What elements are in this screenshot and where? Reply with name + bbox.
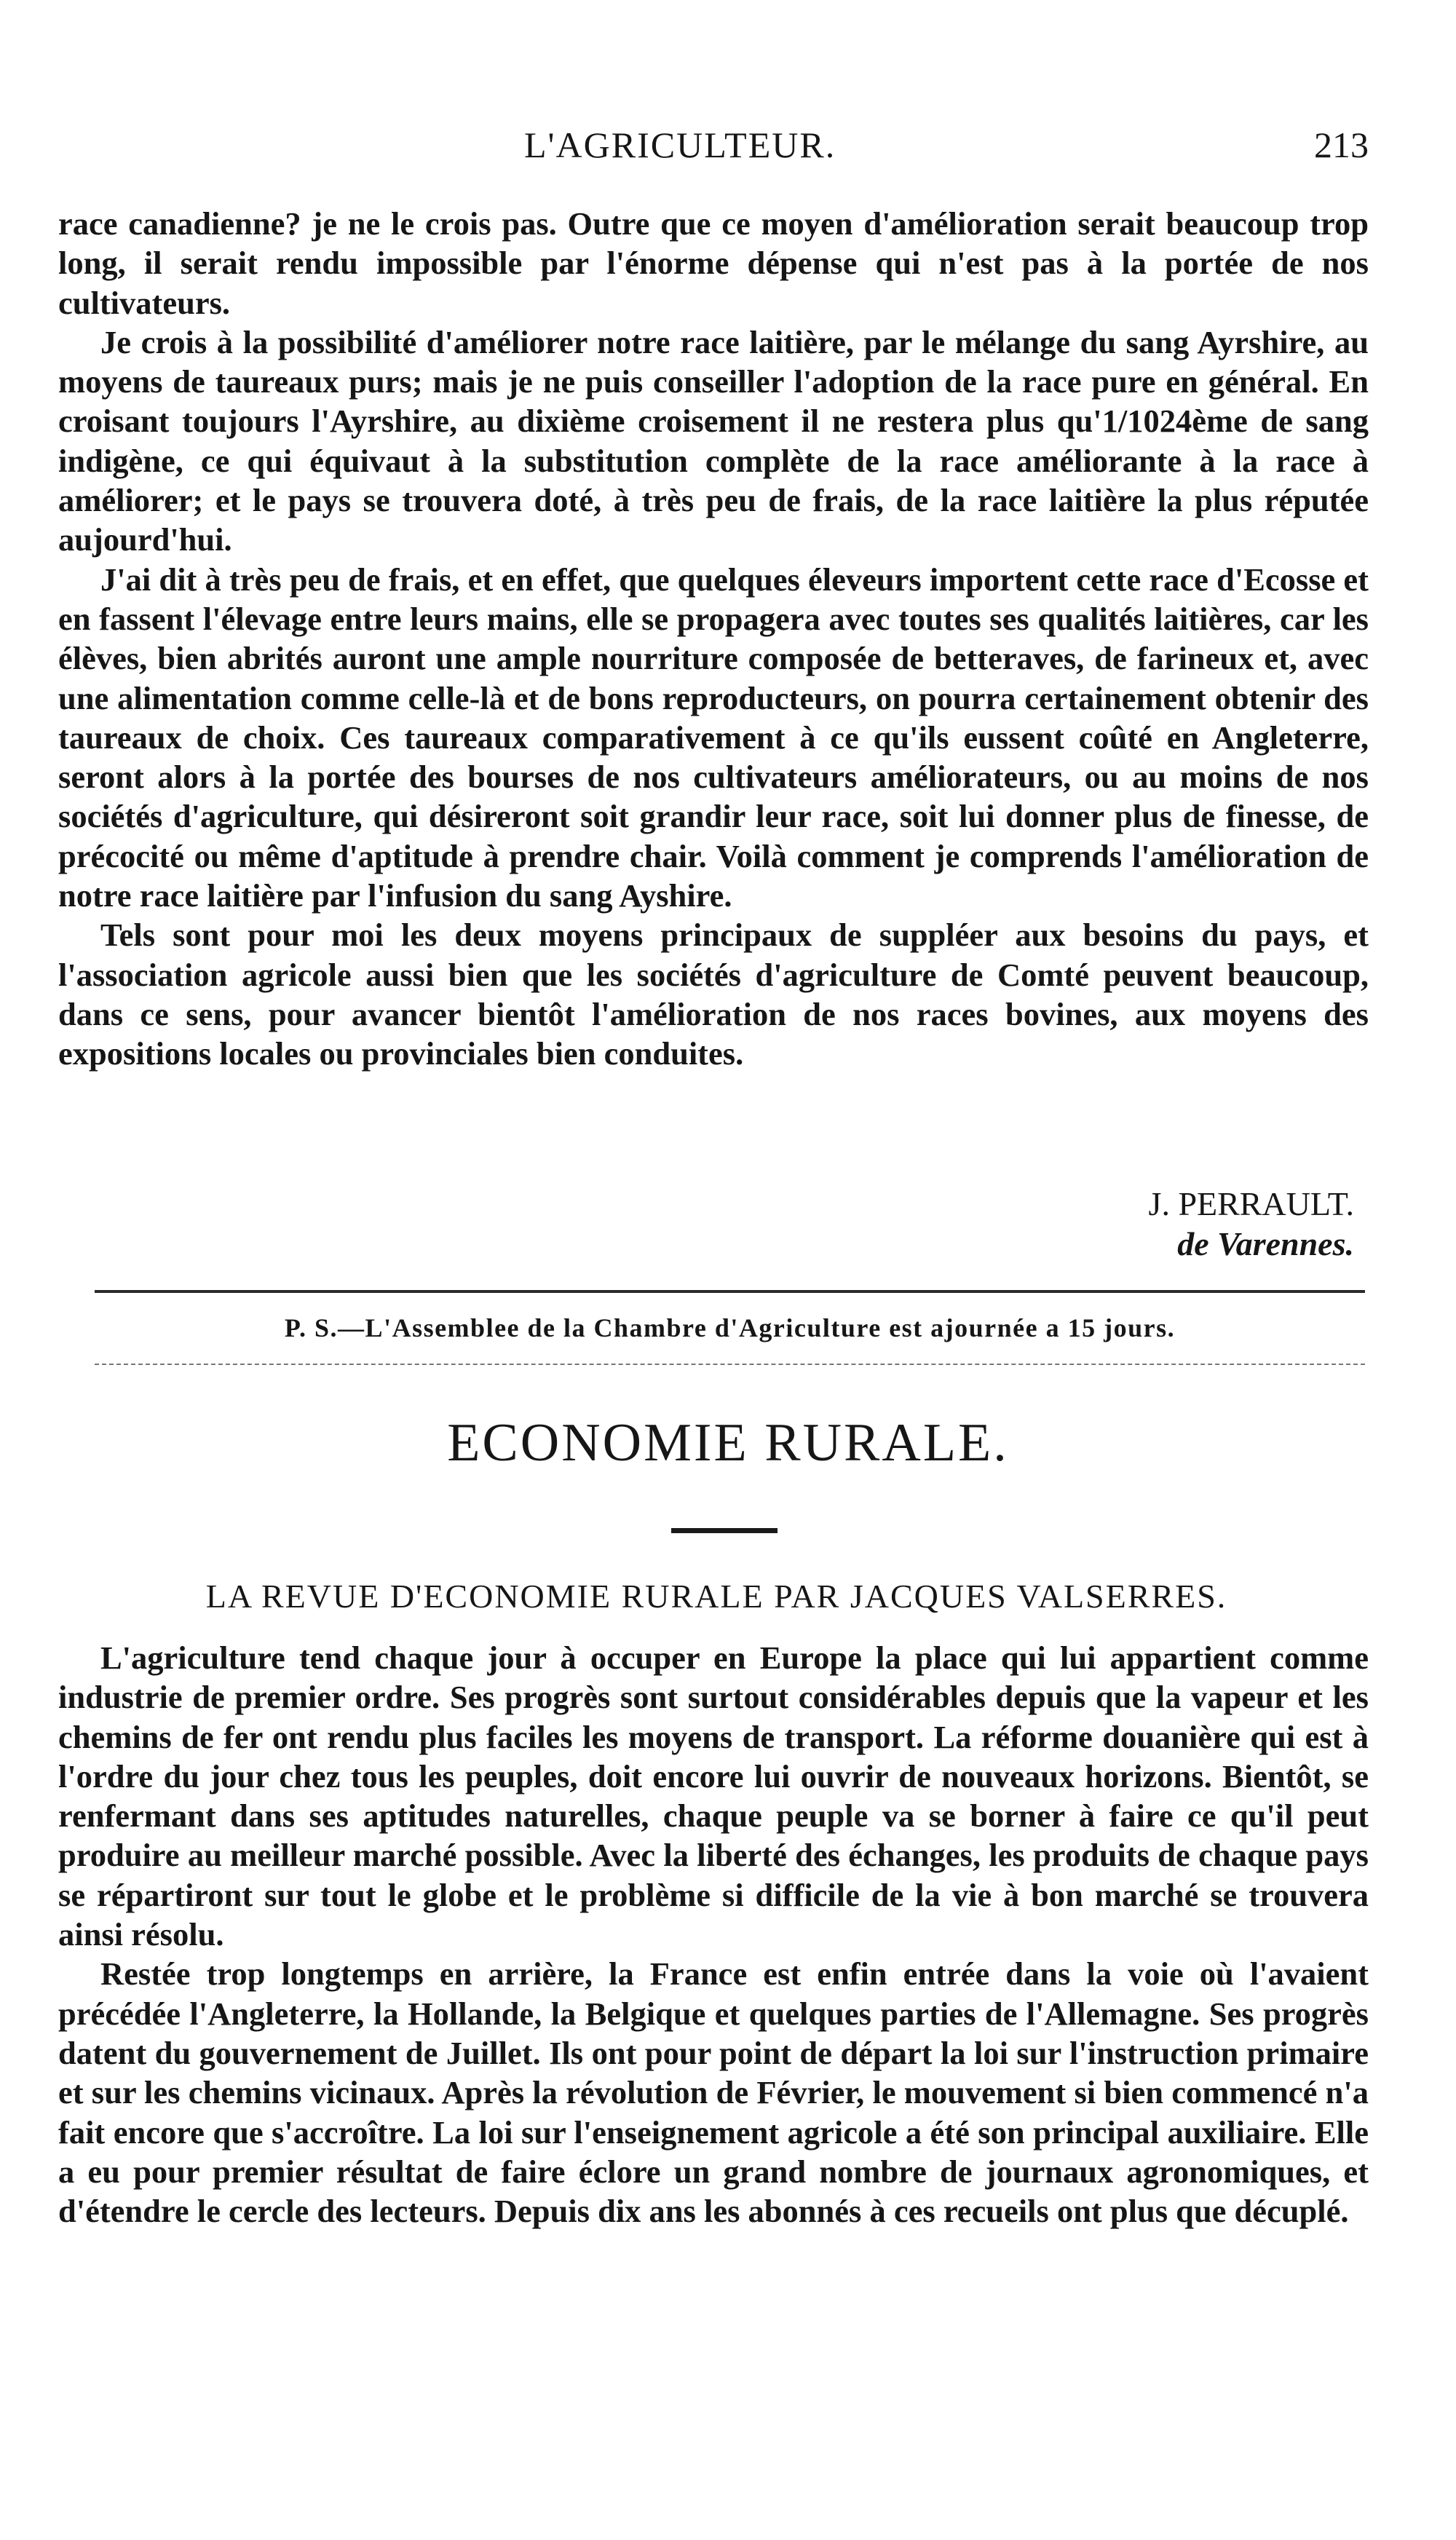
page-number: 213 <box>1314 124 1369 165</box>
section-heading: ECONOMIE RURALE. <box>447 1413 1009 1473</box>
signature-name: J. PERRAULT. <box>1148 1185 1354 1222</box>
article-paragraph-2: Restée trop longtemps en arrière, la France est enfin entrée dans la voie où l'avaient précédée l'Angleterre, la Hollande, la Belgique et quelques parties de l'Allemagne. Ses progrès datent du gouvernement de Juillet. Ils ont pour point de départ la loi sur l'instruction primaire et sur les chemins vicinaux. Après la révolution de Février, le mouvement si bien commencé n'a fait encore que s'accroître. La loi sur l'enseignement agricole a été son principal auxiliaire. Elle a eu pour premier résultat de faire éclore un grand nombre de journaux agronomiques, et d'étendre le cercle des lecteurs. Depuis dix ans les abonnés à ces recueils ont plus que décuplé. <box>58 1955 1369 2230</box>
letter-body <box>58 204 1369 1074</box>
running-head <box>524 124 1369 175</box>
heading-divider <box>671 1528 778 1533</box>
article-body <box>58 1638 1369 2231</box>
article-title: LA REVUE D'ECONOMIE RURALE PAR JACQUES VALSERRES. <box>205 1578 1227 1615</box>
signature-place: de Varennes. <box>1177 1225 1354 1262</box>
article-paragraph-1: L'agriculture tend chaque jour à occuper en Europe la place qui lui appartient comme industrie de premier ordre. Ses progrès sont surtout considérables depuis que la vapeur et les chemins de fer ont rendu plus faciles les moyens de transport. La réforme douanière qui est à l'ordre du jour chez tous les peuples, doit encore lui ouvrir de nouveaux horizons. Bientôt, se renfermant dans ses aptitudes naturelles, chaque peuple va se borner à faire ce qu'il peut produire au meilleur marché possible. Avec la liberté des échanges, les produits de chaque pays se répartiront sur tout le globe et le problème si difficile de la vie à bon marché se trouvera ainsi résolu. <box>58 1639 1369 1953</box>
notice-bottom-rule <box>95 1364 1365 1365</box>
letter-paragraph-2: Je crois à la possibilité d'améliorer notre race laitière, par le mélange du sang Ayrshire, au moyens de taureaux purs; mais je ne puis conseiller l'adoption de la race pure en général. En croisant toujours l'Ayrshire, au dixième croisement il ne restera plus qu'1/1024ème de sang indigène, ce qui équivaut à la substitution complète de la race améliorante à la race à améliorer; et le pays se trouvera doté, à très peu de frais, de la race laitière la plus réputée aujourd'hui. <box>58 323 1369 558</box>
letter-paragraph-3: J'ai dit à très peu de frais, et en effet, que quelques éleveurs importent cette race d'Ecosse et en fassent l'élevage entre leurs mains, elle se propagera avec toutes ses qualités laitières, car les élèves, bien abrités auront une ample nourriture composée de betteraves, de farineux et, avec une alimentation comme celle-là et de bons reproducteurs, on pourra certainement obtenir des taureaux de choix. Ces taureaux comparativement à ce qu'ils eussent coûté en Angleterre, seront alors à la portée des bourses de nos cultivateurs améliorateurs, ou au moins de nos sociétés d'agriculture, qui désireront soit grandir leur race, soit lui donner plus de finesse, de précocité ou même d'aptitude à prendre chair. Voilà comment je comprends l'amélioration de notre race laitière par l'infusion du sang Ayshire. <box>58 561 1369 914</box>
postscript-notice: P. S.—L'Assemblee de la Chambre d'Agriculture est ajournée a 15 jours. <box>284 1313 1176 1342</box>
notice-top-rule <box>95 1290 1365 1293</box>
running-title: L'AGRICULTEUR. <box>524 124 836 165</box>
letter-paragraph-4: Tels sont pour moi les deux moyens principaux de suppléer aux besoins du pays, et l'association agricole aussi bien que les sociétés d'agriculture de Comté peuvent beaucoup, dans ce sens, pour avancer bientôt l'amélioration de nos races bovines, aux moyens des expositions locales ou provinciales bien conduites. <box>58 917 1369 1072</box>
letter-paragraph-1: race canadienne? je ne le crois pas. Outre que ce moyen d'amélioration serait beaucoup trop long, il serait rendu impossible par l'énorme dépense qui n'est pas à la portée de nos cultivateurs. <box>58 205 1369 321</box>
